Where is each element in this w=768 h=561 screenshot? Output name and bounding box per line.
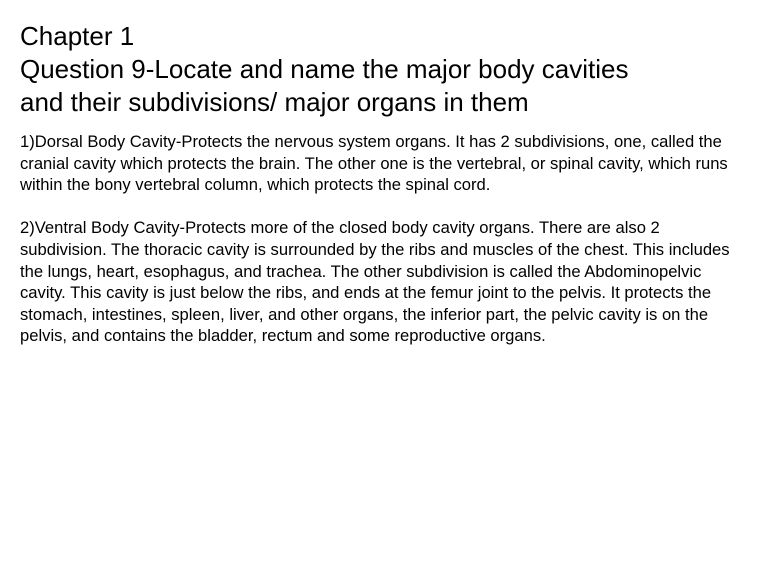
slide-body xyxy=(20,131,750,347)
dorsal-cavity-paragraph: 1)Dorsal Body Cavity-Protects the nervous system organs. It has 2 subdivisions, one, called the cranial cavity which protects the brain. The other one is the vertebral, or spinal cavity, which runs within the bony vertebral column, which protects the spinal cord. xyxy=(20,132,728,195)
ventral-cavity-paragraph: 2)Ventral Body Cavity-Protects more of the closed body cavity organs. There are also 2 subdivision. The thoracic cavity is surrounded by the ribs and muscles of the chest. This includes the lungs, heart, esophagus, and trachea. The other subdivision is called the Abdominopelvic cavity. This cavity is just below the ribs, and ends at the femur joint to the pelvis. It protects the stomach, intestines, spleen, liver, and other organs, the inferior part, the pelvic cavity is on the pelvis, and contains the bladder, rectum and some reproductive organs. xyxy=(20,218,730,346)
chapter-heading: Chapter 1 xyxy=(20,21,135,51)
slide xyxy=(20,20,750,347)
question-heading-line-2: and their subdivisions/ major organs in them xyxy=(20,87,529,117)
slide-title xyxy=(20,20,750,119)
question-heading-line-1: Question 9-Locate and name the major body cavities xyxy=(20,54,629,84)
